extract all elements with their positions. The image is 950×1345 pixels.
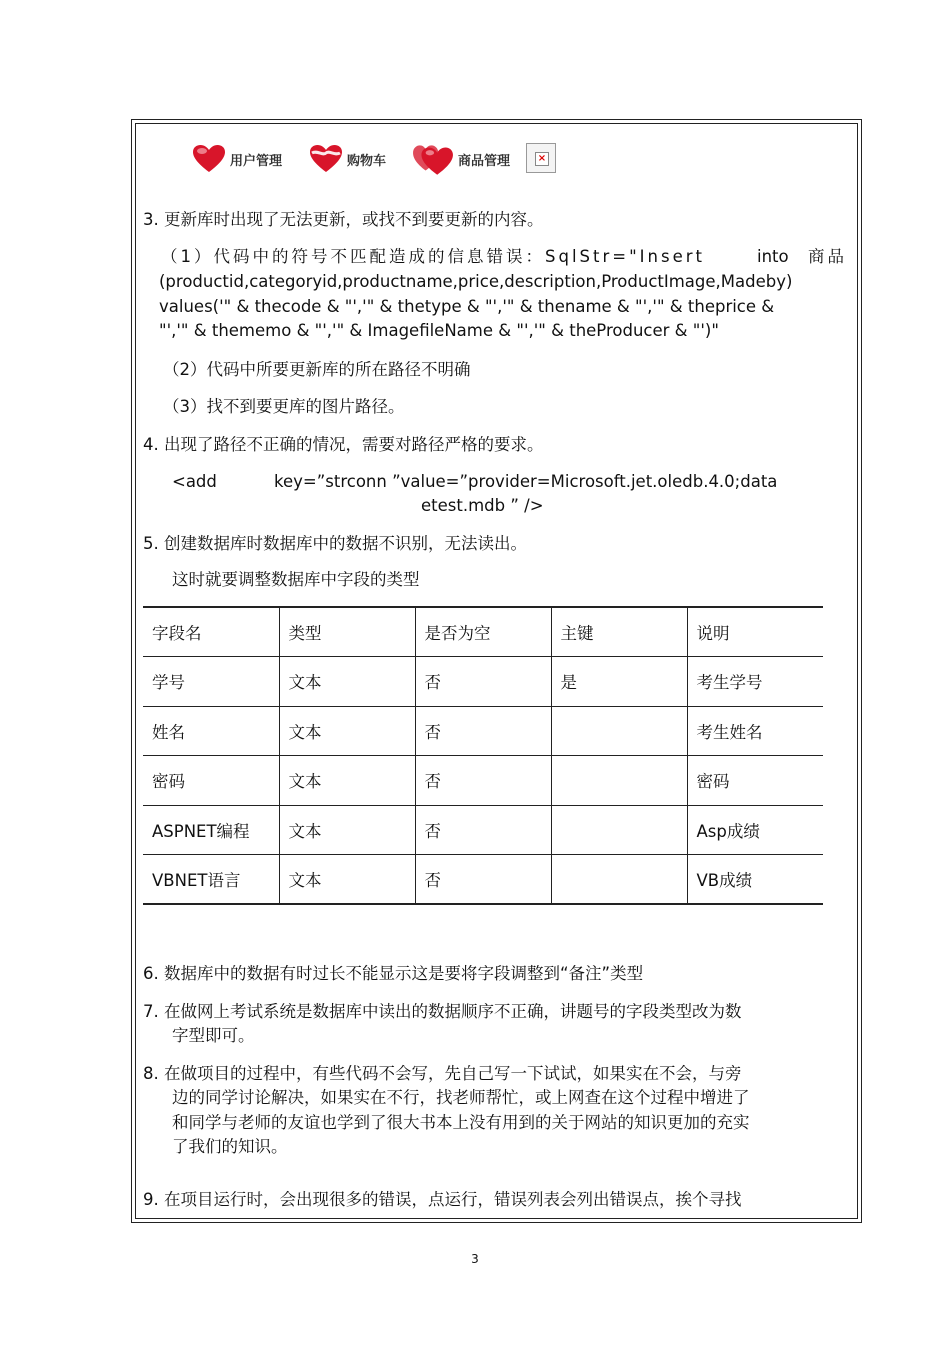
item-3-2: （2）代码中所要更新库的所在路径不明确 [163,360,471,379]
table-cell: 密码 [143,756,279,806]
nav-label: 用户管理 [230,153,283,169]
table-cell: 是 [551,657,687,707]
table-header-row [143,607,823,657]
item-8-line-b: 边的同学讨论解决，如果实在不行，找老师帮忙，或上网查在这个过程中增进了 [172,1088,750,1107]
table-cell [551,805,687,855]
table-cell: Asp成绩 [687,805,823,855]
table-cell: 否 [415,855,551,905]
item-4-code-c: etest.mdb ” /> [421,496,544,515]
table-cell: 学号 [143,657,279,707]
close-icon[interactable]: × [526,143,556,173]
nav-product-management[interactable] [412,142,510,176]
item-3-1-tail: 商品 [808,247,847,266]
heart-icon [309,144,343,174]
item-5: 5. 创建数据库时数据库中的数据不识别，无法读出。 [143,534,527,553]
item-4-code-b: key=”strconn ”value=”provider=Microsoft.jet.oledb.4.0;data [274,472,778,491]
fields-table [143,606,823,905]
item-3-1-line-c: values('" & thecode & "','" & thetype & "','" & thename & "','" & theprice & [159,297,775,316]
nav-user-management[interactable] [192,142,282,176]
item-9: 9. 在项目运行时，会出现很多的错误，点运行，错误列表会列出错误点，挨个寻找 [143,1190,742,1209]
table-row [143,805,823,855]
item-3-1-line-d: "','" & thememo & "','" & ImagefileName & "','" & theProducer & "')" [159,321,719,340]
nav-label: 商品管理 [458,153,511,169]
table-cell: VB成绩 [687,855,823,905]
table-row [143,756,823,806]
item-8-line-a: 8. 在做项目的过程中，有些代码不会写，先自己写一下试试，如果实在不会，与旁 [143,1064,742,1083]
table-cell: 文本 [279,657,415,707]
table-cell [551,756,687,806]
table-cell: 文本 [279,756,415,806]
table-cell: 考生学号 [687,657,823,707]
page-number: 3 [471,1252,479,1266]
item-3-1-line-b: (productid,categoryid,productname,price,description,ProductImage,Madeby) [159,272,793,291]
table-header-cell: 字段名 [143,607,279,657]
item-3-3: （3）找不到要更库的图片路径。 [163,397,405,416]
item-4: 4. 出现了路径不正确的情况，需要对路径严格的要求。 [143,435,544,454]
item-3-1-into: into [757,247,789,266]
item-8-line-d: 了我们的知识。 [172,1137,288,1156]
table-cell: 文本 [279,855,415,905]
table-cell: 文本 [279,805,415,855]
item-4-code-a: <add [172,472,217,491]
item-6: 6. 数据库中的数据有时过长不能显示这是要将字段调整到“备注”类型 [143,964,644,983]
table-cell [551,855,687,905]
table-cell: 文本 [279,706,415,756]
heart-icon [192,144,226,174]
table-row [143,706,823,756]
nav-shopping-cart[interactable] [309,142,386,176]
table-cell: 否 [415,706,551,756]
table-cell: 否 [415,657,551,707]
item-7-line-a: 7. 在做网上考试系统是数据库中读出的数据顺序不正确，讲题号的字段类型改为数 [143,1002,742,1021]
table-cell: 否 [415,805,551,855]
table-cell: 密码 [687,756,823,806]
table-header-cell: 主键 [551,607,687,657]
table-cell: 姓名 [143,706,279,756]
nav-label: 购物车 [347,153,387,169]
item-3-1-line-a: （1）代码中的符号不匹配造成的信息错误：SqlStr="Insert [161,247,705,266]
table-row [143,657,823,707]
table-cell: ASPNET编程 [143,805,279,855]
table-cell: VBNET语言 [143,855,279,905]
table-cell: 考生姓名 [687,706,823,756]
item-3: 3. 更新库时出现了无法更新，或找不到要更新的内容。 [143,210,544,229]
table-cell: 否 [415,756,551,806]
table-cell [551,706,687,756]
table-row [143,855,823,905]
table-header-cell: 类型 [279,607,415,657]
item-8-line-c: 和同学与老师的友谊也学到了很大书本上没有用到的关于网站的知识更加的充实 [172,1113,750,1132]
item-7-line-b: 字型即可。 [172,1026,255,1045]
table-header-cell: 说明 [687,607,823,657]
table-header-cell: 是否为空 [415,607,551,657]
item-5-sub: 这时就要调整数据库中字段的类型 [172,570,420,589]
heart-icon [412,142,454,176]
